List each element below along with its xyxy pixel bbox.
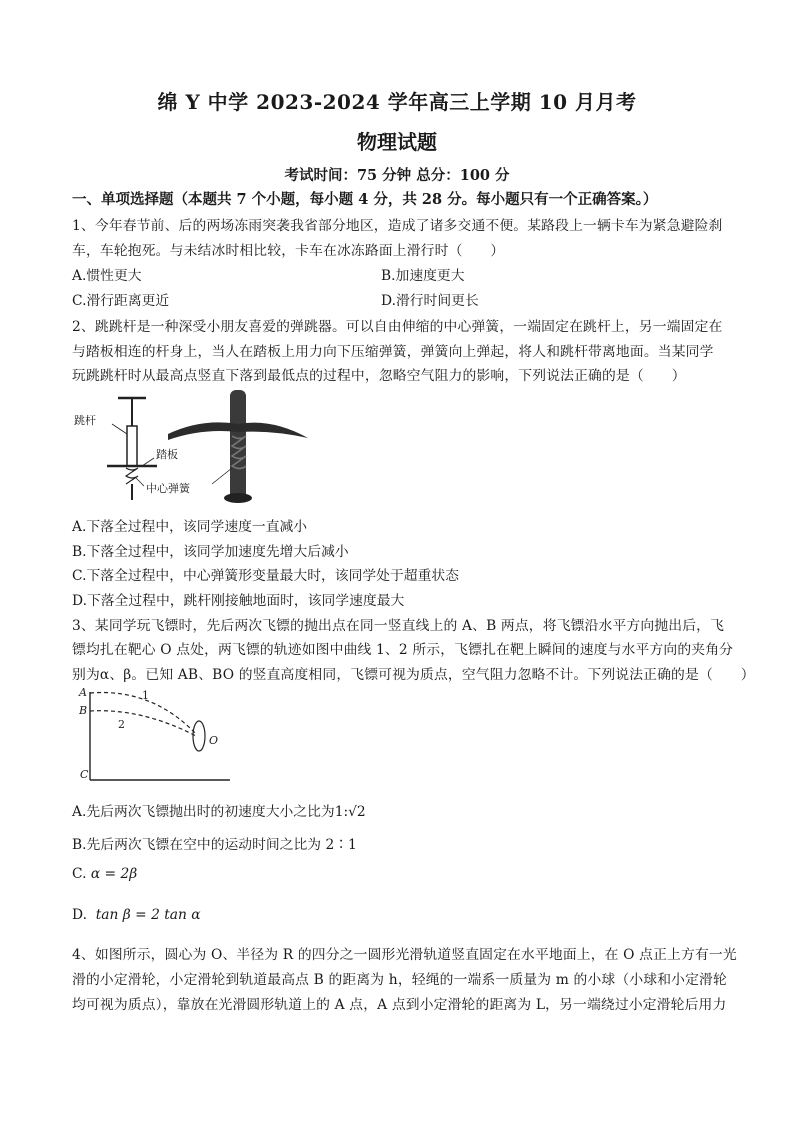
section-heading: 一、单项选择题（本题共 7 个小题，每小题 4 分，共 28 分。每小题只有一个正确答案。） (72, 191, 658, 208)
q3-option-a-ratio: 1:√2 (334, 804, 366, 820)
label-point-b: B (79, 704, 88, 717)
q3-option-c-formula: α = 2β (90, 866, 138, 882)
label-curve-2: 2 (118, 718, 125, 731)
q1-line2: 车，车轮抱死。与未结冰时相比较，卡车在冰冻路面上滑行时（ ） (72, 243, 505, 259)
q4-line3: 均可视为质点），靠放在光滑圆形轨道上的 A 点，A 点到小定滑轮的距离为 L，另一端绕过小定滑轮后用力 (72, 997, 727, 1013)
q3-option-c-label: C. (72, 866, 87, 882)
q3-line2: 镖均扎在靶心 O 点处，两飞镖的轨迹如图中曲线 1、2 所示，飞镖扎在靶上瞬间的速度与水平方向的夹角分 (72, 642, 734, 658)
label-curve-1: 1 (142, 689, 149, 702)
q1-option-a: A.惯性更大 (72, 268, 142, 284)
label-point-a: A (79, 686, 87, 699)
exam-info: 考试时间：75 分钟 总分：100 分 (284, 167, 510, 184)
q1-option-c: C.滑行距离更近 (72, 293, 170, 309)
label-pedal: 踏板 (156, 449, 178, 461)
q3-option-d-formula: tan β = 2 tan α (95, 907, 201, 923)
label-spring: 中心弹簧 (146, 483, 190, 495)
q2-line3: 玩跳跳杆时从最高点竖直下落到最低点的过程中，忽略空气阻力的影响，下列说法正确的是（ ） (72, 368, 686, 384)
label-point-o: O (209, 734, 219, 747)
exam-subject: 物理试题 (357, 130, 437, 154)
q1-option-b: B.加速度更大 (381, 268, 465, 284)
q2-option-c: C.下落全过程中，中心弹簧形变量最大时，该同学处于超重状态 (72, 568, 459, 584)
q4-line2: 滑的小定滑轮，小定滑轮到轨道最高点 B 的距离为 h，轻绳的一端系一质量为 m 的小球（小球和小定滑轮 (72, 972, 727, 988)
q3-option-b: B.先后两次飞镖在空中的运动时间之比为 2∶1 (72, 837, 357, 853)
q3-line3: 别为α、β。已知 AB、BO 的竖直高度相同，飞镖可视为质点，空气阻力忽略不计。下列说法正确的是（ ） (72, 667, 755, 683)
q2-line2: 与踏板相连的杆身上，当人在踏板上用力向下压缩弹簧，弹簧向上弹起，将人和跳杆带离地面。当某同学 (72, 344, 714, 360)
q4-line1: 4、如图所示，圆心为 O、半径为 R 的四分之一圆形光滑轨道竖直固定在水平地面上，在 O 点正上方有一光 (72, 947, 737, 963)
q2-option-a: A.下落全过程中，该同学速度一直减小 (72, 519, 308, 535)
q1-line1: 1、今年春节前、后的两场冻雨突袭我省部分地区，造成了诸多交通不便。某路段上一辆卡车为紧急避险刹 (72, 218, 723, 234)
q3-option-a (72, 800, 366, 820)
q2-option-b: B.下落全过程中，该同学加速度先增大后减小 (72, 544, 349, 560)
q2-option-d: D.下落全过程中，跳杆刚接触地面时，该同学速度最大 (72, 593, 405, 609)
q3-line1: 3、某同学玩飞镖时，先后两次飞镖的抛出点在同一竖直线上的 A、B 两点，将飞镖沿水平方向抛出后，飞 (72, 618, 725, 634)
q1-option-d: D.滑行时间更长 (381, 293, 479, 309)
q3-option-c (72, 866, 137, 882)
label-pogo-stick: 跳杆 (74, 415, 96, 427)
q3-option-d (72, 907, 201, 923)
q3-option-a-text: A.先后两次飞镖抛出时的初速度大小之比为 (72, 804, 335, 820)
label-point-c: C (80, 768, 89, 781)
pogo-stick-figure (72, 388, 322, 510)
exam-title: 绵 Y 中学 2023-2024 学年高三上学期 10 月月考 (157, 90, 637, 114)
q2-line1: 2、跳跳杆是一种深受小朋友喜爱的弹跳器。可以自由伸缩的中心弹簧，一端固定在跳杆上，另一端固定在 (72, 319, 723, 335)
dart-trajectory-figure (72, 684, 237, 784)
q3-option-d-label: D. (72, 907, 87, 923)
